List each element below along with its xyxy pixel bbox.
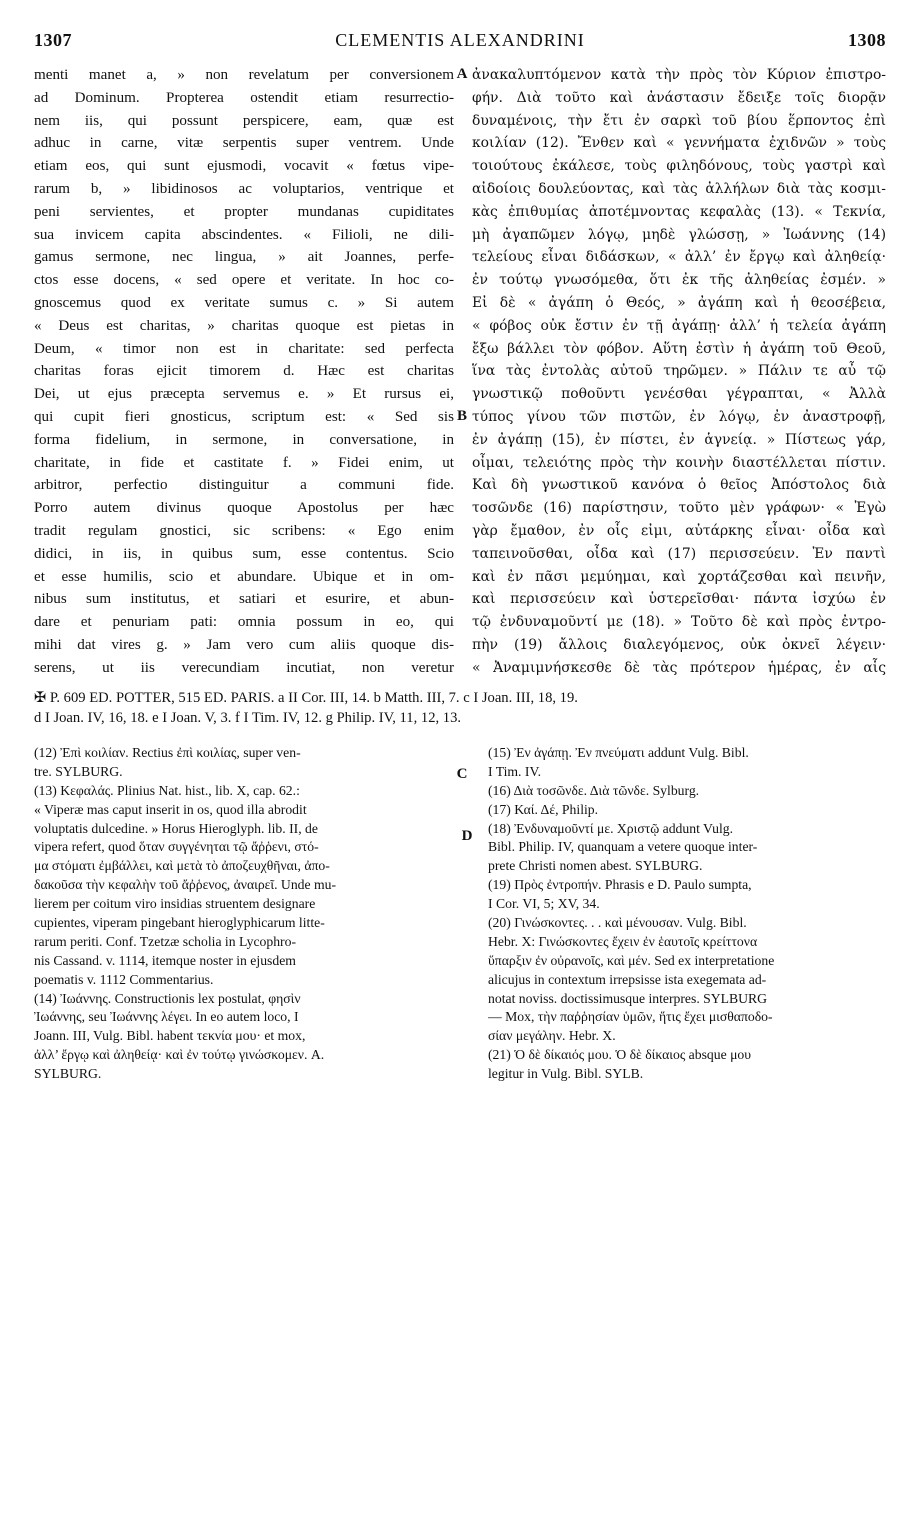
greek-text-line: φήν. Διὰ τοῦτο καὶ ἀνάστασιν ἔδειξε τοῖς διορᾷν	[472, 89, 886, 106]
greek-text-line: οἶμαι, τελειότης πρὸς τὴν κοινὴν διαστέλλεται πίστιν.	[472, 454, 886, 471]
footnote-line: SYLBURG.	[34, 1066, 102, 1082]
greek-text-column	[472, 64, 886, 680]
greek-text-line: τελείους εἶναι διδάσκων, « ἀλλ’ ἐν ἔργῳ καὶ ἀληθείᾳ·	[472, 249, 886, 266]
greek-text-line: κὰς ἐπιθυμίας ἀποτέμνοντας κεφαλὰς (13). « Τεκνία,	[472, 203, 886, 220]
latin-text-line: forma fidelium, in sermone, in conversatione, in	[34, 431, 454, 448]
footnote-line: I Tim. IV.	[488, 763, 542, 779]
greek-text-line: τοσῶνδε (16) παρίστησιν, τοῦτο μὲν γράφων· « Ἐγὼ	[472, 500, 886, 517]
footnote-line: I Cor. VI, 5; XV, 34.	[488, 896, 600, 912]
greek-text-line: ταπεινοῦσθαι, οἶδα καὶ (17) περισσεύειν. Ἐν παντὶ	[472, 545, 886, 562]
margin-letter-c: C	[456, 766, 468, 782]
latin-text-line: Dei, ut ejus præcepta servemus e. » Et rursus ei,	[34, 386, 454, 403]
footnote-line: nis Cassand. v. 1114, itemque noster in ejusdem	[34, 952, 296, 968]
footnote-line: Joann. III, Vulg. Bibl. habent τεκνία μου· et mox,	[34, 1028, 306, 1044]
latin-text-line: serens, ut iis verecundiam incutiat, non veretur	[34, 659, 454, 676]
footnotes-right-column	[488, 744, 886, 1084]
page-header	[34, 30, 886, 56]
greek-text-line: τύπος γίνου τῶν πιστῶν, ἐν λόγῳ, ἐν ἀναστροφῇ,	[472, 408, 886, 425]
footnote-line: ἀλλ’ ἔργῳ καὶ ἀληθείᾳ· καὶ ἐν τούτῳ γινώσκομεν. A.	[34, 1047, 325, 1063]
latin-text-line: « Deus est charitas, » charitas quoque est pietas in	[34, 317, 454, 334]
greek-text-line: « Ἀναμιμνήσκεσθε δὲ τὰς πρότερον ἡμέρας, ἐν αἷς	[472, 659, 886, 676]
footnote-line: (17) Καί. Δέ, Philip.	[488, 801, 599, 817]
greek-text-line: γὰρ ἔμαθον, ἐν οἷς εἰμι, αὐτάρκης εἶναι· οἶδα καὶ	[472, 522, 886, 539]
footnote-line: poematis v. 1112 Commentarius.	[34, 971, 214, 987]
latin-text-line: menti manet a, » non revelatum per conversionem	[34, 67, 454, 83]
latin-text-line: gamus sermone, nec lingua, » ait Joannes, perfe-	[34, 249, 454, 266]
greek-text-line: ἀνακαλυπτόμενον κατὰ τὴν πρὸς τὸν Κύριον ἐπιστρο-	[472, 67, 886, 83]
latin-text-line: peni servientes, et propter mundanas cupiditates	[34, 203, 454, 220]
greek-text-line: τοιούτους ἐκάλεσε, τοὺς φιληδόνους, τοὺς γαστρὶ καὶ	[472, 158, 886, 175]
greek-text-line: ἔξω βάλλει τὸν φόβον. Αὕτη ἐστὶν ἡ ἀγάπη τοῦ Θεοῦ,	[472, 340, 886, 357]
footnote-line: Hebr. X: Γινώσκοντες ἔχειν ἐν ἑαυτοῖς κρείττονα	[488, 933, 758, 949]
footnote-line: Ἰωάννης, seu Ἰωάννης λέγει. In eo autem loco, I	[34, 1009, 299, 1025]
latin-text-line: rarum b, » libidinosos ac voluptarios, ventrique et	[34, 180, 454, 197]
page-number-right: 1308	[848, 30, 886, 50]
margin-letter-d: D	[461, 828, 473, 844]
latin-text-line: gnoscemus quod ex veritate sumus c. » Si autem	[34, 294, 454, 311]
latin-text-line: tradit regulam gnostici, sic scribens: « Ego enim	[34, 522, 454, 539]
latin-text-column	[34, 64, 454, 680]
footnote-line: ὕπαρξιν ἐν οὐρανοῖς, καὶ μέν. Sed ex interpretatione	[488, 952, 775, 968]
greek-text-line: καὶ ἐν πᾶσι μεμύημαι, καὶ χορτάζεσθαι καὶ πεινῆν,	[472, 568, 886, 585]
footnote-line: (13) Κεφαλάς. Plinius Nat. hist., lib. X, cap. 62.:	[34, 782, 300, 798]
greek-text-line: ἐν ἀγάπῃ (15), ἐν πίστει, ἐν ἁγνείᾳ. » Πίστεως γάρ,	[472, 431, 886, 448]
footnote-line: σίαν μεγάλην. Hebr. X.	[488, 1028, 616, 1044]
footnotes-left-column	[34, 744, 454, 1084]
footnote-line: prete Christi nomen abest. SYLBURG.	[488, 858, 703, 874]
latin-text-line: charitate, in fide et castitate f. » Fidei enim, ut	[34, 454, 454, 471]
latin-text-line: Porro autem divinus quoque Apostolus per hæc	[34, 500, 454, 517]
greek-text-line: τῷ ἐνδυναμοῦντί με (18). » Τοῦτο δὲ καὶ πρὸς ἐντρο-	[472, 614, 886, 631]
margin-letter-b: B	[456, 408, 467, 424]
greek-text-line: μὴ ἀγαπῶμεν λόγῳ, μηδὲ γλώσσῃ, » Ἰωάννης (14)	[472, 226, 886, 243]
footnote-line: (19) Πρὸς ἐντροπήν. Phrasis e D. Paulo sumpta,	[488, 877, 752, 893]
scripture-references-line-1: ✠ P. 609 ED. POTTER, 515 ED. PARIS. a II Cor. III, 14. b Matth. III, 7. c I Joan. III, 18, 19.	[34, 690, 578, 706]
footnote-line: voluptatis dulcedine. » Horus Hieroglyph. lib. II, de	[34, 820, 318, 836]
greek-text-line: « φόβος οὐκ ἔστιν ἐν τῇ ἀγάπῃ· ἀλλ’ ἡ τελεία ἀγάπη	[472, 317, 886, 334]
footnote-line: lierem per coitum viro insidias struentem designare	[34, 896, 316, 912]
footnote-line: rarum periti. Conf. Tzetzæ scholia in Lycophro-	[34, 933, 297, 949]
footnote-line: alicujus in contextum irrepsisse ista exegemata ad-	[488, 971, 767, 987]
latin-text-line: Deum, « timor non est in charitate: sed perfecta	[34, 340, 454, 357]
latin-text-line: adhuc in carne, vitæ serpentis super ventrem. Unde	[34, 135, 454, 152]
footnote-line: (20) Γινώσκοντες. . . καὶ μένουσαν. Vulg. Bibl.	[488, 915, 747, 931]
greek-text-line: ἵνα τὰς ἐντολὰς αὐτοῦ τηρῶμεν. » Πάλιν τε αὖ τῷ	[472, 363, 886, 380]
greek-text-line: αἰδοίοις δουλεύοντας, καὶ τὰς ἀλλήλων διὰ τὰς κοσμι-	[472, 180, 886, 197]
footnote-line: Bibl. Philip. IV, quanquam a vetere quoque inter-	[488, 839, 758, 855]
latin-text-line: ctos esse docens, « sed opere et veritate. In hoc co-	[34, 272, 454, 289]
latin-text-line: et esse humilis, scio et abundare. Ubique et in om-	[34, 568, 454, 585]
greek-text-line: Εἰ δὲ « ἀγάπη ὁ Θεός, » ἀγάπη καὶ ἡ θεοσέβεια,	[472, 294, 886, 311]
footnote-line: — Mox, τὴν παῤῥησίαν ὑμῶν, ἥτις ἔχει μισθαποδο-	[488, 1009, 773, 1025]
latin-text-line: qui cupit fieri gnosticus, scriptum est: « Sed sis	[34, 408, 454, 425]
latin-text-line: nibus sum institutus, et satiari et esurire, et abun-	[34, 591, 454, 608]
footnote-line: (15) Ἐν ἀγάπῃ. Ἐν πνεύματι addunt Vulg. Bibl.	[488, 745, 749, 760]
margin-letter-a: A	[456, 66, 468, 82]
footnote-line: μα στόματι ἐμβάλλει, καὶ μετὰ τὸ ἀποζευχθῆναι, ἀπο-	[34, 858, 330, 874]
footnote-line: cupientes, viperam pingebant hieroglyphicarum litte-	[34, 915, 325, 931]
footnote-line: (21) Ὁ δὲ δίκαιός μου. Ὁ δὲ δίκαιος absque μου	[488, 1047, 752, 1063]
footnote-line: δακοῦσα τὴν κεφαλὴν τοῦ ἄῤῥενος, ἀναιρεῖ. Unde mu-	[34, 877, 337, 893]
greek-text-line: γνωστικῷ ποθοῦντι γενέσθαι γέγραπται, « Ἀλλὰ	[472, 386, 886, 403]
footnote-line: (18) Ἐνδυναμοῦντί με. Χριστῷ addunt Vulg.	[488, 820, 734, 836]
scripture-references-line-2: d I Joan. IV, 16, 18. e I Joan. V, 3. f I Tim. IV, 12. g Philip. IV, 11, 12, 13.	[34, 710, 462, 726]
latin-text-line: etiam eos, qui sunt ejusmodi, vocavit « fœtus vipe-	[34, 158, 454, 175]
page-number-left: 1307	[34, 30, 72, 50]
footnote-line: notat noviss. doctissimusque interpres. SYLBURG	[488, 990, 768, 1006]
greek-text-line: κοιλίαν (12). Ἔνθεν καὶ « γεννήματα ἐχιδνῶν » τοὺς	[472, 135, 886, 152]
greek-text-line: καὶ περισσεύειν καὶ ὑστερεῖσθαι· πάντα ἰσχύω ἐν	[472, 591, 886, 608]
latin-text-line: dare et penuriam pati: omnia possum in eo, qui	[34, 614, 454, 631]
footnote-line: (16) Διὰ τοσῶνδε. Διὰ τῶνδε. Sylburg.	[488, 782, 700, 798]
latin-text-line: didici, in iis, in quibus sum, esse contentus. Scio	[34, 545, 454, 562]
greek-text-line: ἐν τούτῳ γνωσόμεθα, ὅτι ἐκ τῆς ἀληθείας ἐσμέν. »	[472, 272, 886, 289]
footnote-line: (14) Ἰωάννης. Constructionis lex postulat, φησὶν	[34, 990, 301, 1006]
greek-text-line: πὴν (19) ἄλλοις διαλεγόμενος, οὐκ ὀκνεῖ λέγειν·	[472, 636, 886, 653]
latin-text-line: charitas foras ejicit timorem d. Hæc est charitas	[34, 363, 454, 380]
latin-text-line: sua invicem capita abscindentes. « Filioli, ne dili-	[34, 226, 454, 243]
footnote-line: « Viperæ mas caput inserit in os, quod illa abrodit	[34, 801, 307, 817]
latin-text-line: ad Dominum. Propterea ostendit etiam resurrectio-	[34, 89, 454, 106]
footnote-line: (12) Ἐπὶ κοιλίαν. Rectius ἐπὶ κοιλίας, super ven-	[34, 745, 301, 760]
footnote-line: tre. SYLBURG.	[34, 763, 123, 779]
latin-text-line: arbitror, perfectio distinguitur a communi fide.	[34, 477, 454, 494]
latin-text-line: mihi dat vires g. » Jam vero cum aliis quoque dis-	[34, 636, 454, 653]
greek-text-line: Καὶ δὴ γνωστικοῦ κανόνα ὁ θεῖος Ἀπόστολος διὰ	[472, 477, 886, 494]
footnote-line: vipera refert, quod ὅταν συγγένηται τῷ ἄῤῥενι, στό-	[34, 839, 319, 855]
footnote-line: legitur in Vulg. Bibl. SYLB.	[488, 1066, 644, 1082]
greek-text-line: δυναμένοις, τὴν ἔτι ἐν σαρκὶ τοῦ βίου ἕρποντος ἐπὶ	[472, 112, 886, 129]
running-title: CLEMENTIS ALEXANDRINI	[335, 30, 585, 50]
latin-text-line: nem iis, qui possunt perspicere, eam, quæ est	[34, 112, 454, 129]
